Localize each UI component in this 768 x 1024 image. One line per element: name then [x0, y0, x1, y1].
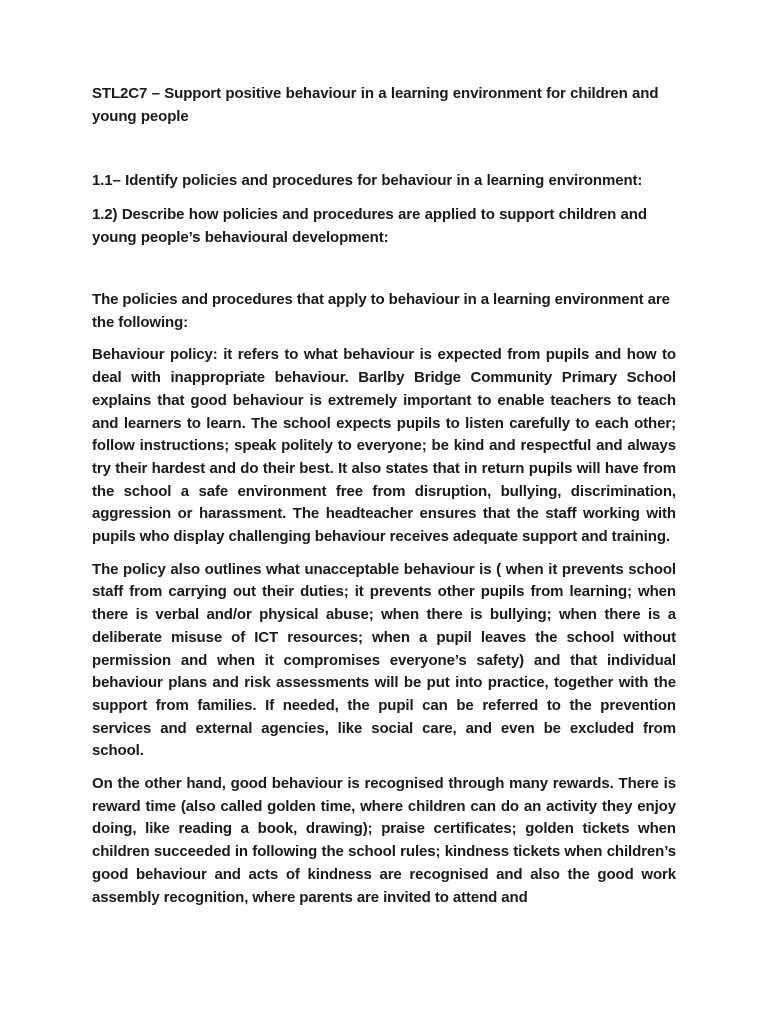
heading-1-1: 1.1– Identify policies and procedures for behaviour in a learning environment: [92, 172, 643, 189]
paragraph-rewards: On the other hand, good behaviour is recognised through many rewards. There is reward time (also called golden time, where children can do an activity they enjoy doing, like reading a book, drawing); praise certificates; golden tickets when children succeeded in following the school rules; kindness tickets when children’s good behaviour and acts of kindness are recognised and also the good work assembly recognition, where parents are invited to attend and [92, 775, 676, 906]
paragraph-unacceptable-behaviour: The policy also outlines what unacceptable behaviour is ( when it prevents school staff from carrying out their duties; it prevents other pupils from learning; when there is verbal and/or physical abuse; when there is bullying; when there is a deliberate misuse of ICT resources; when a pupil leaves the school without permission and when it compromises everyone’s safety) and that individual behaviour plans and risk assessments will be put into practice, together with the support from families. If needed, the pupil can be referred to the prevention services and external agencies, like social care, and even be excluded from school. [92, 560, 676, 760]
title-spacer [92, 128, 676, 169]
paragraph-behaviour-policy: Behaviour policy: it refers to what behaviour is expected from pupils and how to deal with inappropriate behaviour. Barlby Bridge Community Primary School explains that good behaviour is extremely important to enable teachers to teach and learners to learn. The school expects pupils to listen carefully to each other; follow instructions; speak politely to everyone; be kind and respectful and always try their hardest and do their best. It also states that in return pupils will have from the school a safe environment free from disruption, bullying, discrimination, aggression or harassment. The headteacher ensures that the staff working with pupils who display challenging behaviour receives adequate support and training. [92, 346, 676, 546]
paragraph-intro: The policies and procedures that apply to behaviour in a learning environment are the following: [92, 291, 670, 331]
document-body [92, 82, 676, 909]
heading-1-2: 1.2) Describe how policies and procedures are applied to support children and young people’s behavioural development: [92, 206, 647, 246]
document-title: STL2C7 – Support positive behaviour in a learning environment for children and young people [92, 85, 659, 125]
heading-spacer [92, 249, 676, 289]
